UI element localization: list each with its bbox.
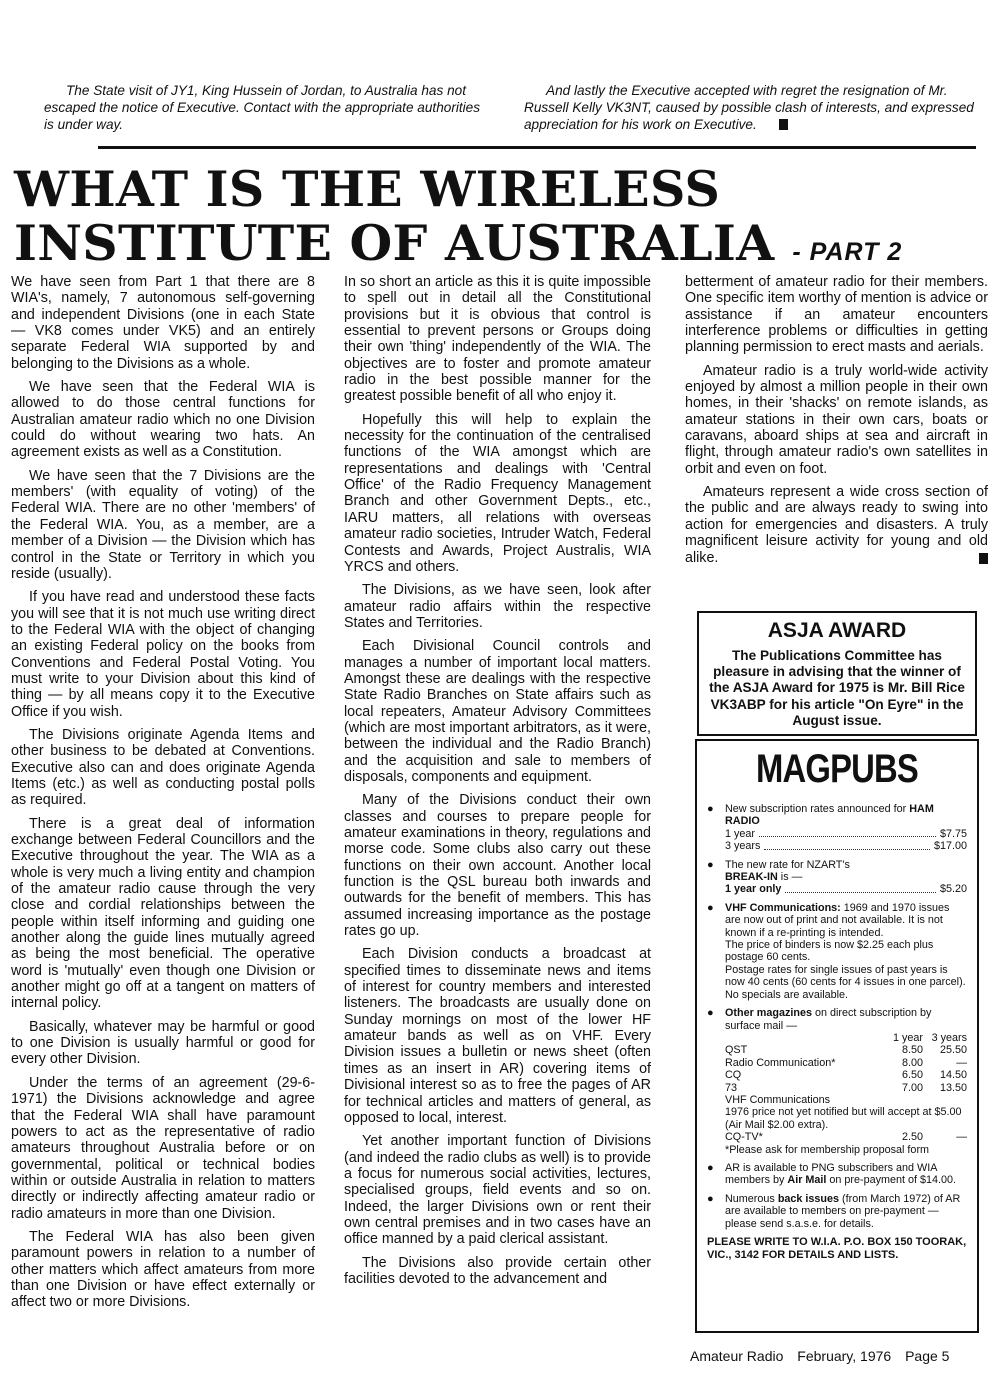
article-paragraph: The Divisions, as we have seen, look after amateur radio affairs within the respective States and Territories.: [344, 582, 651, 631]
article-title-text: WHAT IS THE WIRELESS INSTITUTE OF AUSTRALIA: [14, 160, 775, 272]
mag-name: QST: [725, 1044, 748, 1057]
magpubs-item-png: [697, 1162, 977, 1187]
table-header: [725, 1032, 967, 1044]
article-paragraph: Amateurs represent a wide cross section of the public and are always ready to swing into action for emergencies and disasters. A truly magnificent leisure activity for young and old alike.: [685, 484, 988, 566]
table-row: [725, 1131, 967, 1143]
mag-name: CQ: [725, 1069, 742, 1082]
end-of-article-mark: [979, 553, 988, 564]
asja-award-title: ASJA AWARD: [767, 619, 907, 642]
nzart-rate: [725, 883, 967, 895]
price-3years: 25.50: [939, 1044, 967, 1057]
article-paragraph: betterment of amateur radio for their members. One specific item worthy of mention is advice or assistance if an amateur encounters interference problems or difficulties in getting planning permission to erect masts and aerials.: [685, 274, 988, 356]
vhf-price-note: 1976 price not yet notified but will accept at $5.00 (Air Mail $2.00 extra).: [725, 1106, 962, 1131]
nzart-intro: The new rate for NZART's: [725, 858, 850, 871]
rate-label: 1 year only: [725, 883, 782, 896]
nzart-suffix: is —: [780, 871, 803, 884]
article-paragraph: The Federal WIA has also been given paramount powers in relation to a number of other matters which affect amateurs from more than one Division or have effect externally or affect two or more Divisions.: [11, 1228, 315, 1311]
article-paragraph: We have seen that the Federal WIA is allowed to do those central functions for Australian amateur radio which no one Division could do without wearing two hats. An agreement exists as well as a Constitution.: [11, 379, 315, 461]
magpubs-item-back-issues: [697, 1193, 977, 1230]
table-row: [725, 1094, 967, 1106]
back-text-2: (from March 1972) of AR are available to members on pre-payment — please send s.a.s.e. for details.: [725, 1192, 961, 1230]
asja-award-text: The Publications Committee has pleasure in advising that the winner of the ASJA Award for 1975 is Mr. Bill Rice VK3ABP for his article "On Eyre" in the August issue.: [709, 648, 965, 728]
rate-label: 3 years: [725, 840, 761, 853]
end-of-article-mark: [779, 119, 788, 130]
section-divider: [98, 146, 976, 149]
col-1year: 1 year: [892, 1031, 923, 1044]
ham-rate-2: [725, 840, 967, 852]
rate-label: 1 year: [725, 827, 756, 840]
rate-price: $17.00: [933, 840, 967, 853]
mag-name: VHF Communications: [725, 1093, 831, 1106]
bullet-icon: ●: [707, 901, 714, 914]
price-1year: 2.50: [901, 1131, 923, 1144]
price-1year: 8.00: [901, 1056, 923, 1069]
mag-name: 73: [725, 1081, 738, 1094]
leader-dots: [785, 883, 936, 892]
vhf-text-3: Postage rates for single issues of past years is now 40 cents (60 cents for 4 issues in one parcel). No specials are available.: [725, 963, 966, 1001]
write-address: PLEASE WRITE TO W.I.A. P.O. BOX 150 TOORAK, VIC., 3142 FOR DETAILS AND LISTS.: [707, 1236, 967, 1261]
article-paragraph: If you have read and understood these facts you will see that it is not much use writing direct to the Federal WIA with the object of changing an existing Federal policy on the books from Conventions and Federal Postal Voting. You must write to your Division about this kind of thing — by all means copy it to the Executive Office if you wish.: [11, 589, 315, 720]
article-column-1: [11, 274, 315, 1318]
vhf-text-2: The price of binders is now $2.25 each plus postage 60 cents.: [725, 939, 934, 964]
png-text-1: AR is available to PNG subscribers and WIA members by: [725, 1161, 937, 1187]
leader-dots: [759, 828, 936, 837]
top-note-right: [524, 82, 990, 133]
top-note-right-text: And lastly the Executive accepted with regret the resignation of Mr. Russell Kelly VK3NT, caused by possible clash of interests, and expressed appreciation for his work on Executive.: [524, 83, 974, 132]
table-row: [725, 1069, 967, 1081]
other-text: on direct subscription by surface mail —: [725, 1007, 932, 1032]
price-1year: 8.50: [901, 1044, 923, 1057]
rate-price: $5.20: [939, 883, 967, 896]
asja-award-box: [697, 611, 977, 736]
magpubs-title: MAGPUBS: [756, 747, 918, 791]
leader-dots: [764, 840, 930, 849]
magpubs-item-vhf: [697, 902, 977, 1001]
footer-page: Page 5: [905, 1348, 950, 1364]
subscription-table: [725, 1032, 967, 1156]
png-text-2: on pre-payment of $14.00.: [829, 1174, 957, 1187]
price-3years: 13.50: [939, 1081, 967, 1094]
ham-mag-name: HAM RADIO: [725, 803, 934, 828]
back-bold: back issues: [777, 1192, 840, 1205]
table-row: [725, 1082, 967, 1094]
price-1year: 7.00: [901, 1081, 923, 1094]
article-title: [14, 162, 994, 279]
vhf-text-1: 1969 and 1970 issues are now out of print and not available. It is not known if a re-printing is intended.: [725, 901, 950, 939]
magpubs-item-other: [697, 1007, 977, 1156]
article-column-3: [685, 274, 988, 573]
top-note-left: [44, 82, 480, 133]
footer-date: February, 1976: [797, 1348, 892, 1364]
table-row: [725, 1106, 967, 1131]
footer-magazine: Amateur Radio: [690, 1348, 784, 1364]
table-row: [725, 1057, 967, 1069]
back-text-1: Numerous: [725, 1192, 775, 1205]
article-paragraph: We have seen from Part 1 that there are 8 WIA's, namely, 7 autonomous self-governing and independent Divisions (one in each State — VK8 comes under VK5) and an entirely separate Federal WIA supported by and belonging to the Divisions as a whole.: [11, 274, 315, 372]
ham-rate-1: [725, 828, 967, 840]
price-3years: —: [956, 1131, 967, 1144]
article-paragraph: Yet another important function of Divisions (and indeed the radio clubs as well) is to provide a focus for numerous social activities, lectures, specialised groups, field events and so on. Indeed, the larger Divisions own or rent their own central premises and in two cases have an office manned by a paid clerical assistant.: [344, 1133, 651, 1248]
col-3years: 3 years: [931, 1031, 967, 1044]
table-row: [725, 1144, 967, 1156]
png-bold: Air Mail: [787, 1174, 827, 1187]
nzart-mag-name: BREAK-IN: [725, 871, 778, 884]
article-paragraph: We have seen that the 7 Divisions are the members' (with equality of voting) of the Federal WIA. There are no other 'members' of the Federal WIA. You, as a member, are a member of a Division — the Division which has control in the State or Territory in which you reside (usually).: [11, 467, 315, 582]
article-part-label: - PART 2: [792, 238, 903, 266]
magpubs-item-ham-radio: [697, 803, 977, 853]
article-paragraph: Under the terms of an agreement (29-6-1971) the Divisions acknowledge and agree that the Federal WIA shall have paramount powers to act as the representative of radio amateurs throughout Australia before or on governmental, political or technical bodies within or outside Australia in relation to matters directly or indirectly affecting amateur radio or radio amateurs in more than one Division.: [11, 1074, 315, 1222]
other-lead: Other magazines: [725, 1007, 813, 1020]
article-paragraph: Many of the Divisions conduct their own classes and courses to prepare people for amateur examinations in theory, regulations and morse code. Some clubs also carry out these functions on their own account. Another local function is the QSL bureau both inwards and outwards for the benefit of members. This has assumed increasing importance as the postage rates go up.: [344, 792, 651, 940]
price-3years: 14.50: [939, 1069, 967, 1082]
price-3years: —: [956, 1056, 967, 1069]
top-note-left-text: The State visit of JY1, King Hussein of Jordan, to Australia has not escaped the notice of Executive. Contact with the appropriate authorities is under way.: [44, 83, 481, 132]
article-paragraph: The Divisions originate Agenda Items and other business to be debated at Conventions. Executive also can and does originate Agenda Items (etc.) as well as conducting postal polls as required.: [11, 726, 315, 809]
bullet-icon: ●: [707, 803, 714, 815]
article-paragraph: In so short an article as this it is quite impossible to spell out in detail all the Constitutional provisions but it is obvious that control is essential to prevent persons or Groups doing their own 'thing' independently of the WIA. The objectives are to foster and promote amateur radio in the best possible manner for the greatest possible benefit of all who enjoy it.: [344, 274, 651, 405]
mag-name: CQ-TV*: [725, 1131, 763, 1144]
article-column-2: [344, 274, 651, 1294]
bullet-icon: ●: [707, 858, 714, 871]
rate-price: $7.75: [939, 827, 967, 840]
vhf-lead: VHF Communications:: [725, 901, 841, 914]
price-1year: 6.50: [901, 1069, 923, 1082]
bullet-icon: ●: [707, 1007, 714, 1020]
mag-name: Radio Communication*: [725, 1056, 836, 1069]
magpubs-item-nzart: [697, 859, 977, 896]
article-paragraph: The Divisions also provide certain other facilities devoted to the advancement and: [344, 1254, 651, 1287]
bullet-icon: ●: [707, 1161, 714, 1174]
ham-intro: New subscription rates announced for: [725, 803, 907, 815]
article-paragraph: Amateur radio is a truly world-wide activity enjoyed by almost a million people in their own homes, in their 'shacks' on remote islands, as amateur stations in their own cars, boats or caravans, aboard ships at sea and aircraft in flight, through amateur radio's own satellites in orbit and even on foot.: [685, 362, 988, 477]
magpubs-box: [695, 739, 979, 1333]
page-footer: [690, 1348, 959, 1364]
article-paragraph: Basically, whatever may be harmful or good to one Division is usually harmful or good for every other Division.: [11, 1018, 315, 1068]
table-row: [725, 1044, 967, 1056]
membership-footnote: *Please ask for membership proposal form: [725, 1143, 930, 1156]
article-paragraph: Hopefully this will help to explain the necessity for the continuation of the centralised functions of the WIA amongst which are representations and dealings with 'Central Office' of the Radio Frequency Management Branch and other Government Depts., etc., IARU matters, all relations with overseas amateur radio societies, Intruder Watch, Federal Contests and Awards, Project Australis, WIA YRCS and others.: [344, 411, 651, 575]
article-paragraph: Each Divisional Council controls and manages a number of important local matters. Amongst these are dealings with the respective State Radio Branches on State affairs such as local repeaters, Amateur Advisory Committees (which are most important arbitrators, as it were, between the individual and the Radio Branch) and the acquisition and sale to members of disposals, components and equipment.: [344, 638, 651, 785]
article-paragraph: Each Division conducts a broadcast at specified times to disseminate news and items of interest for country members and interested listeners. The broadcasts are usually done on Sunday mornings on most of the lower HF amateur bands as well as on VHF. Every Division issues a bulletin or news sheet (often times as an insert in AR) covering items of Divisional interest so as to free the pages of AR for technical articles and matters of general, as opposed to local, interest.: [344, 946, 651, 1126]
bullet-icon: ●: [707, 1192, 714, 1205]
article-paragraph: There is a great deal of information exchange between Federal Councillors and the Executive throughout the year. The WIA as a whole is very much a living entity and champion of the amateur radio cause through the very close and cordial relationships between the people within itself informing and guiding one another along the guide lines mutually agreed as being the most beneficial. The operative word is 'mutually' even though one Division or another might go off at a tangent on matters of internal policy.: [11, 815, 315, 1012]
